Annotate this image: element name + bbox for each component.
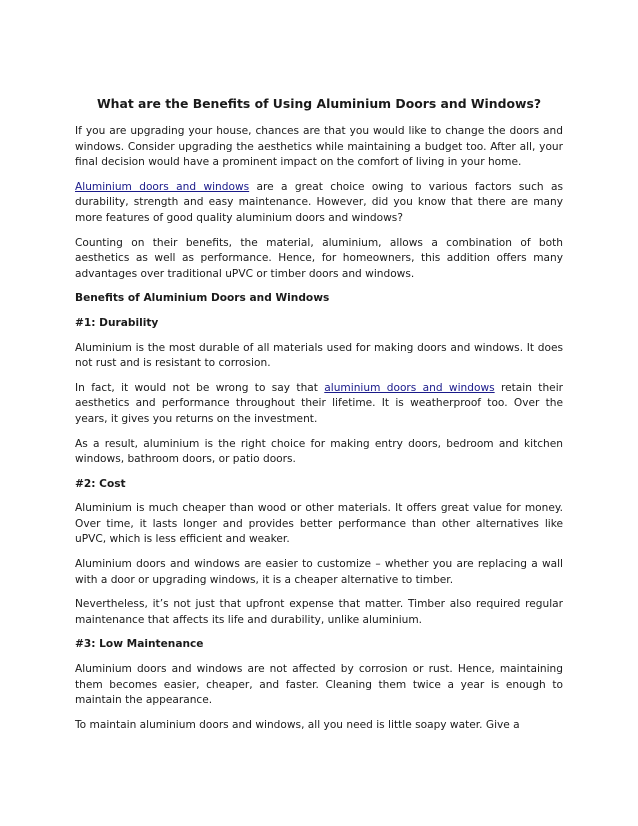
maintenance-paragraph-1: Aluminium doors and windows are not affected by corrosion or rust. Hence, maintaining them becomes easier, cheaper, and faster. Cleaning them twice a year is enough to maintain the appearance. — [75, 663, 563, 707]
maintenance-paragraph-2: To maintain aluminium doors and windows, all you need is little soapy water. Give a — [75, 718, 520, 731]
cost-paragraph-3: Nevertheless, it’s not just that upfront expense that matter. Timber also required regular maintenance that affects its life and durability, unlike aluminium. — [75, 598, 563, 626]
cost-heading: #2: Cost — [75, 477, 126, 490]
cost-paragraph-2: Aluminium doors and windows are easier to customize – whether you are replacing a wall with a door or upgrading windows, it is a cheaper alternative to timber. — [75, 558, 563, 586]
paragraph-text: are a great choice owing to various factors such as durability, strength and easy maintenance. However, did you know that there are many more features of good quality aluminium doors and windows? — [75, 180, 563, 224]
intro-paragraph: If you are upgrading your house, chances are that you would like to change the doors and windows. Consider upgrading the aesthetics while maintaining a budget too. After all, your final decision would have a prominent impact on the comfort of living in your home. — [75, 125, 563, 169]
durability-paragraph-1: Aluminium is the most durable of all materials used for making doors and windows. It does not rust and is resistant to corrosion. — [75, 341, 563, 370]
aluminium-doors-windows-link[interactable]: aluminium doors and windows — [324, 381, 495, 394]
document-title: What are the Benefits of Using Aluminium Doors and Windows? — [96, 96, 542, 111]
durability-paragraph-2 — [75, 381, 563, 428]
paragraph-text: In fact, it would not be wrong to say that — [75, 381, 325, 394]
section-heading: Benefits of Aluminium Doors and Windows — [75, 292, 330, 305]
durability-heading: #1: Durability — [75, 316, 159, 329]
cost-paragraph-1: Aluminium is much cheaper than wood or other materials. It offers great value for money. Over time, it lasts longer and provides better performance than other alternatives like uPVC, which is less efficient and weaker. — [75, 502, 563, 546]
paragraph-text: retain their aesthetics and performance throughout their lifetime. It is weatherproof too. Over the years, it gives you returns on the investment. — [75, 381, 563, 425]
document-page — [75, 96, 563, 742]
durability-paragraph-3: As a result, aluminium is the right choice for making entry doors, bedroom and kitchen windows, bathroom doors, or patio doors. — [75, 437, 563, 466]
paragraph-aluminium-choice — [75, 180, 563, 227]
paragraph-benefits-overview: Counting on their benefits, the material, aluminium, allows a combination of both aesthetics as well as performance. Hence, for homeowners, this addition offers many advantages over traditional uPVC or timber doors and windows. — [75, 236, 563, 280]
maintenance-heading: #3: Low Maintenance — [75, 638, 204, 651]
aluminium-doors-windows-link[interactable]: Aluminium doors and windows — [75, 180, 250, 193]
